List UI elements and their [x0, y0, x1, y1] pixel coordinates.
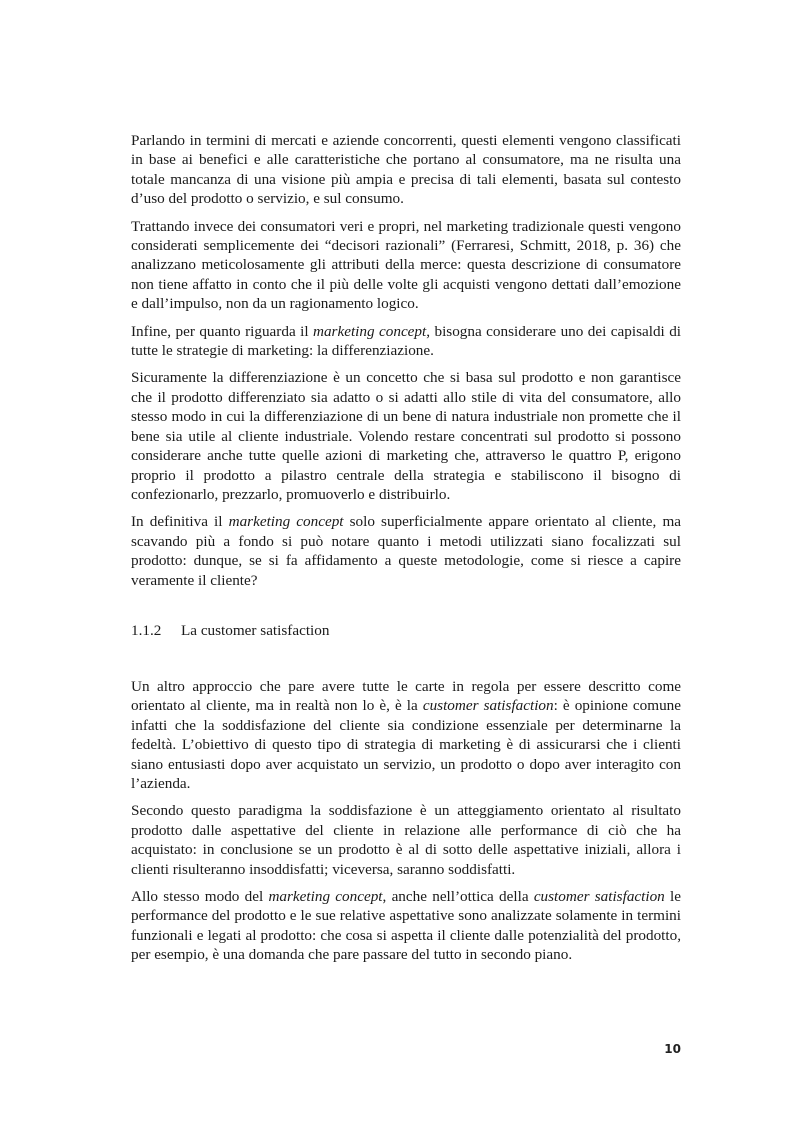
paragraph-5: [131, 512, 681, 590]
paragraph-4: Sicuramente la differenziazione è un concetto che si basa sul prodotto e non garantisce che il prodotto differenziato sia adatto o si adatti allo stile di vita del consumatore, allo stesso modo in cui la differenziazione di un bene di natura industriale non promette che il bene sia utile al cliente industriale. Volendo restare concentrati sul prodotto si possono considerare anche tutte quelle azioni di marketing che, attraverso le quattro P, erigono proprio il prodotto a pilastro centrale della strategia e stabiliscono il bisogno di confezionarlo, prezzarlo, promuoverlo e distribuirlo.: [131, 369, 681, 503]
paragraph-3-emphasis: marketing concept: [313, 322, 427, 340]
section-heading: [131, 621, 681, 641]
page-number: 10: [664, 1042, 681, 1056]
paragraph-3: [131, 322, 681, 361]
paragraph-3-text-b: , bisogna considerare uno dei capisaldi di tutte le strategie di marketing: la differenziazione.: [131, 322, 682, 360]
paragraph-1: Parlando in termini di mercati e aziende concorrenti, questi elementi vengono classificati in base ai benefici e alle caratteristiche che portano al consumatore, ma ne risulta una totale mancanza di una visione più ampia e precisa di tali elementi, basata sul contesto d’uso del prodotto o servizio, e sul consumo.: [131, 132, 681, 208]
paragraph-5-text-b: solo superficialmente appare orientato al cliente, ma scavando più a fondo si può notare quanto i metodi utilizzati siano focalizzati sul prodotto: dunque, se si fa affidamento a queste metodologie, come si riesce a capire veramente il cliente?: [131, 513, 682, 589]
paragraph-8-text-b: , anche nell’ottica della: [382, 888, 534, 905]
paragraph-6: [131, 677, 681, 793]
paragraph-8-text-a: Allo stesso modo del: [131, 888, 269, 905]
paragraph-6-text-b: : è opinione comune infatti che la soddisfazione del cliente sia condizione essenziale per determinarne la fedeltà. L’obiettivo di questo tipo di strategia di marketing è di assicurarsi che i clienti siano entusiasti dopo aver acquistato un servizio, un prodotto o dopo aver interagito con l’azienda.: [131, 697, 682, 792]
paragraph-7: Secondo questo paradigma la soddisfazione è un atteggiamento orientato al risultato prodotto dalle aspettative del cliente in relazione alle performance di ciò che ha acquistato: in conclusione se un prodotto è al di sotto delle aspettative iniziali, allora i clienti risulteranno insoddisfatti; viceversa, saranno soddisfatti.: [131, 802, 681, 878]
section-number: 1.1.2: [131, 621, 162, 639]
paragraph-5-emphasis: marketing concept: [228, 513, 344, 531]
paragraph-6-text-a: Un altro approccio che pare avere tutte le carte in regola per essere descritto come orientato al cliente, ma in realtà non lo è, è la: [131, 677, 681, 715]
paragraph-6-emphasis: customer satisfaction: [422, 697, 554, 715]
paragraph-3-text-a: Infine, per quanto riguarda il: [131, 322, 313, 340]
section-title: La customer satisfaction: [181, 621, 330, 639]
paragraph-8-text-c: le performance del prodotto e le sue relative aspettative sono analizzate solamente in termini funzionali e legati al prodotto: che cosa si aspetta il cliente dalle potenzialità del prodotto, per esempio, è una domanda che pare passare del tutto in secondo piano.: [131, 888, 681, 964]
paragraph-8: [131, 887, 681, 965]
paragraph-8-emphasis-1: marketing concept: [268, 888, 383, 905]
paragraph-5-text-a: In definitiva il: [131, 513, 229, 531]
page-body: [131, 131, 681, 973]
paragraph-2: Trattando invece dei consumatori veri e propri, nel marketing tradizionale questi vengono considerati semplicemente dei “decisori razionali” (Ferraresi, Schmitt, 2018, p. 36) che analizzano meticolosamente gli attributi della merce: questa descrizione di consumatore non tiene affatto in conto che il più delle volte gli acquisti vengono dettati dall’emozione e dall’impulso, non da un ragionamento logico.: [131, 217, 681, 313]
paragraph-8-emphasis-2: customer satisfaction: [533, 888, 665, 905]
